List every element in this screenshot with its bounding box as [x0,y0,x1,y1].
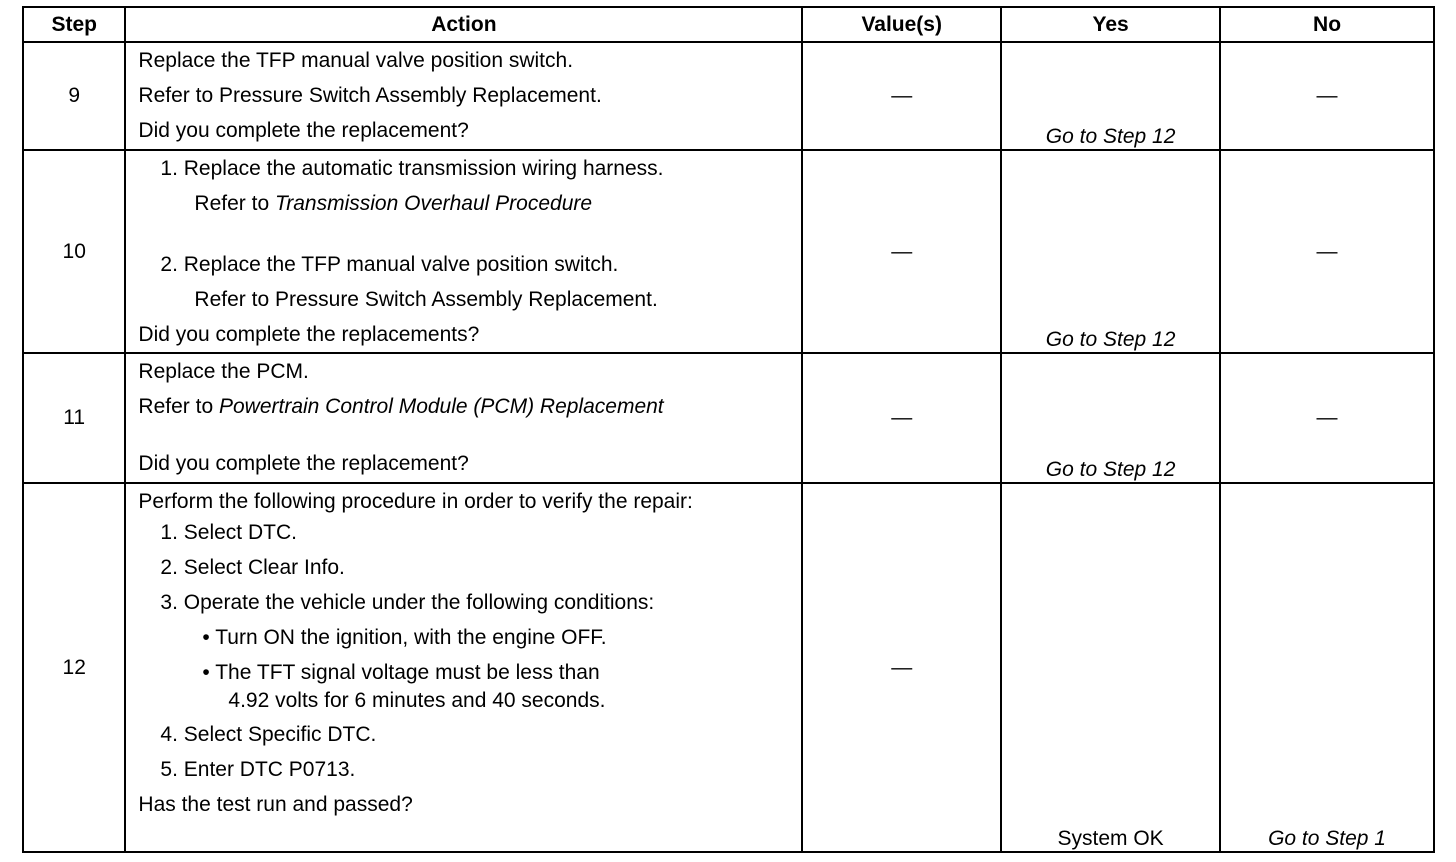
reference-link[interactable]: Powertrain Control Module (PCM) Replacement [218,395,664,418]
no-cell [1220,150,1434,353]
yes-cell: Go to Step 12 [1001,353,1220,483]
action-item: 2. Select Clear Info. [160,556,345,579]
action-question: Did you complete the replacements? [138,323,480,346]
action-cell [125,42,802,150]
action-reference [138,389,793,424]
step-number: 12 [23,483,125,852]
action-line: Refer to Pressure Switch Assembly Replacement. [138,84,602,107]
action-question: Did you complete the replacement? [138,119,469,142]
step-number: 10 [23,150,125,353]
no-cell [1220,42,1434,150]
no-cell [1220,353,1434,483]
action-cell [125,353,802,483]
no-cell: Go to Step 1 [1220,483,1434,852]
header-step: Step [23,7,125,42]
value-cell [802,483,1001,852]
value-dash: — [891,239,913,263]
table-row [23,353,1434,483]
action-reference: Refer to Pressure Switch Assembly Replacement. [194,288,658,311]
yes-cell: System OK [1001,483,1220,852]
step-number: 11 [23,353,125,483]
yes-cell: Go to Step 12 [1001,150,1220,353]
reference-prefix: Refer to [138,395,219,418]
action-question: Did you complete the replacement? [138,452,469,475]
action-question: Has the test run and passed? [138,793,413,816]
action-item: 2. Replace the TFP manual valve position switch. [160,253,619,276]
action-bullet: • Turn ON the ignition, with the engine OFF. [202,626,607,649]
no-dash: — [1316,406,1338,429]
no-dash: — [1316,84,1338,107]
action-item: 5. Enter DTC P0713. [160,758,356,781]
diagnostic-table [22,6,1435,853]
header-row [23,7,1434,42]
value-dash: — [891,655,913,679]
value-cell [802,150,1001,353]
value-dash: — [891,84,913,107]
action-cell [125,150,802,353]
action-item: 1. Replace the automatic transmission wiring harness. [160,157,664,180]
action-reference [138,186,793,221]
reference-link[interactable]: Transmission Overhaul Procedure [274,192,593,215]
action-item: 3. Operate the vehicle under the following conditions: [160,591,655,614]
value-cell [802,353,1001,483]
reference-prefix: Refer to [194,192,275,215]
action-line: Replace the TFP manual valve position switch. [138,49,574,72]
value-cell [802,42,1001,150]
no-dash: — [1316,239,1338,263]
table-row [23,150,1434,353]
action-item: 1. Select DTC. [160,521,297,544]
table-row [23,42,1434,150]
header-action: Action [125,7,802,42]
header-values: Value(s) [802,7,1001,42]
header-yes: Yes [1001,7,1220,42]
action-line: Replace the PCM. [138,360,309,383]
action-item: 4. Select Specific DTC. [160,723,377,746]
action-cell [125,483,802,852]
action-bullet-continued: 4.92 volts for 6 minutes and 40 seconds. [228,689,606,712]
step-number: 9 [23,42,125,150]
table-row [23,483,1434,852]
yes-cell: Go to Step 12 [1001,42,1220,150]
action-intro: Perform the following procedure in order to verify the repair: [138,490,693,513]
action-bullet: • The TFT signal voltage must be less than [202,661,600,684]
value-dash: — [891,406,913,429]
header-no: No [1220,7,1434,42]
